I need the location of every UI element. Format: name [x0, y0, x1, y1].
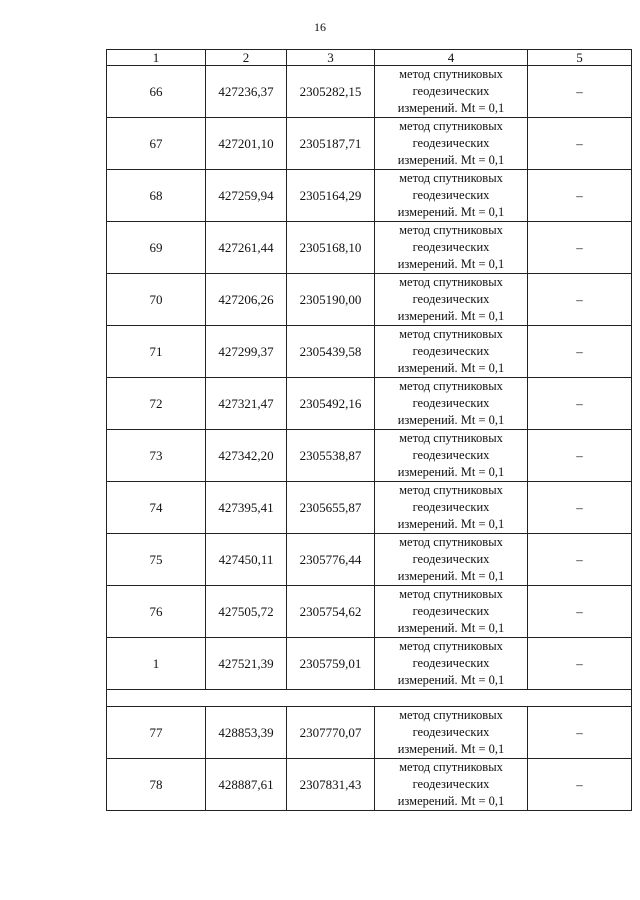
method-cell: метод спутниковых геодезических измерений. Mt = 0,1: [375, 326, 528, 378]
table-gap-row: [107, 690, 632, 707]
method-cell: метод спутниковых геодезических измерений. Mt = 0,1: [375, 66, 528, 118]
point-number-cell: 77: [107, 707, 206, 759]
x-coordinate-cell: 427236,37: [206, 66, 287, 118]
point-number-cell: 1: [107, 638, 206, 690]
y-coordinate-cell: 2305655,87: [287, 482, 375, 534]
method-cell: метод спутниковых геодезических измерений. Mt = 0,1: [375, 222, 528, 274]
point-number-cell: 67: [107, 118, 206, 170]
note-cell: –: [528, 482, 632, 534]
table-row: [107, 66, 632, 118]
point-number-cell: 69: [107, 222, 206, 274]
table-row: [107, 222, 632, 274]
point-number-cell: 75: [107, 534, 206, 586]
point-number-cell: 70: [107, 274, 206, 326]
table-row: [107, 274, 632, 326]
point-number-cell: 76: [107, 586, 206, 638]
x-coordinate-cell: 427206,26: [206, 274, 287, 326]
y-coordinate-cell: 2305168,10: [287, 222, 375, 274]
table-row: [107, 482, 632, 534]
note-cell: –: [528, 66, 632, 118]
y-coordinate-cell: 2305776,44: [287, 534, 375, 586]
method-cell: метод спутниковых геодезических измерений. Mt = 0,1: [375, 430, 528, 482]
point-number-cell: 73: [107, 430, 206, 482]
method-cell: метод спутниковых геодезических измерений. Mt = 0,1: [375, 638, 528, 690]
note-cell: –: [528, 118, 632, 170]
note-cell: –: [528, 378, 632, 430]
y-coordinate-cell: 2307831,43: [287, 759, 375, 811]
table-row: [107, 378, 632, 430]
point-number-cell: 78: [107, 759, 206, 811]
method-cell: метод спутниковых геодезических измерений. Mt = 0,1: [375, 534, 528, 586]
x-coordinate-cell: 427261,44: [206, 222, 287, 274]
note-cell: –: [528, 274, 632, 326]
table-row: [107, 326, 632, 378]
header-row: [107, 50, 632, 66]
method-cell: метод спутниковых геодезических измерений. Mt = 0,1: [375, 378, 528, 430]
note-cell: –: [528, 170, 632, 222]
x-coordinate-cell: 427450,11: [206, 534, 287, 586]
x-coordinate-cell: 427395,41: [206, 482, 287, 534]
y-coordinate-cell: 2305759,01: [287, 638, 375, 690]
table-body: [107, 66, 632, 811]
y-coordinate-cell: 2305190,00: [287, 274, 375, 326]
y-coordinate-cell: 2305439,58: [287, 326, 375, 378]
x-coordinate-cell: 428853,39: [206, 707, 287, 759]
method-cell: метод спутниковых геодезических измерений. Mt = 0,1: [375, 118, 528, 170]
x-coordinate-cell: 427321,47: [206, 378, 287, 430]
header-col-4: 4: [375, 50, 528, 66]
note-cell: –: [528, 534, 632, 586]
point-number-cell: 71: [107, 326, 206, 378]
x-coordinate-cell: 427342,20: [206, 430, 287, 482]
y-coordinate-cell: 2305164,29: [287, 170, 375, 222]
note-cell: –: [528, 222, 632, 274]
point-number-cell: 68: [107, 170, 206, 222]
method-cell: метод спутниковых геодезических измерений. Mt = 0,1: [375, 707, 528, 759]
table-row: [107, 170, 632, 222]
table-row: [107, 430, 632, 482]
table-row: [107, 534, 632, 586]
table-row: [107, 707, 632, 759]
method-cell: метод спутниковых геодезических измерений. Mt = 0,1: [375, 274, 528, 326]
x-coordinate-cell: 428887,61: [206, 759, 287, 811]
table-row: [107, 118, 632, 170]
table-row: [107, 586, 632, 638]
page-number: 16: [314, 20, 326, 34]
header-col-3: 3: [287, 50, 375, 66]
header-col-5: 5: [528, 50, 632, 66]
note-cell: –: [528, 586, 632, 638]
y-coordinate-cell: 2305282,15: [287, 66, 375, 118]
method-cell: метод спутниковых геодезических измерений. Mt = 0,1: [375, 170, 528, 222]
y-coordinate-cell: 2305492,16: [287, 378, 375, 430]
x-coordinate-cell: 427259,94: [206, 170, 287, 222]
y-coordinate-cell: 2305187,71: [287, 118, 375, 170]
method-cell: метод спутниковых геодезических измерений. Mt = 0,1: [375, 586, 528, 638]
y-coordinate-cell: 2305538,87: [287, 430, 375, 482]
x-coordinate-cell: 427505,72: [206, 586, 287, 638]
x-coordinate-cell: 427521,39: [206, 638, 287, 690]
header-col-2: 2: [206, 50, 287, 66]
note-cell: –: [528, 430, 632, 482]
method-cell: метод спутниковых геодезических измерений. Mt = 0,1: [375, 482, 528, 534]
table-row: [107, 759, 632, 811]
x-coordinate-cell: 427299,37: [206, 326, 287, 378]
point-number-cell: 66: [107, 66, 206, 118]
method-cell: метод спутниковых геодезических измерений. Mt = 0,1: [375, 759, 528, 811]
header-col-1: 1: [107, 50, 206, 66]
y-coordinate-cell: 2305754,62: [287, 586, 375, 638]
note-cell: –: [528, 638, 632, 690]
note-cell: –: [528, 707, 632, 759]
point-number-cell: 74: [107, 482, 206, 534]
note-cell: –: [528, 326, 632, 378]
y-coordinate-cell: 2307770,07: [287, 707, 375, 759]
table-row: [107, 638, 632, 690]
coordinates-table: [106, 49, 632, 811]
gap-cell: [107, 690, 632, 707]
point-number-cell: 72: [107, 378, 206, 430]
x-coordinate-cell: 427201,10: [206, 118, 287, 170]
note-cell: –: [528, 759, 632, 811]
